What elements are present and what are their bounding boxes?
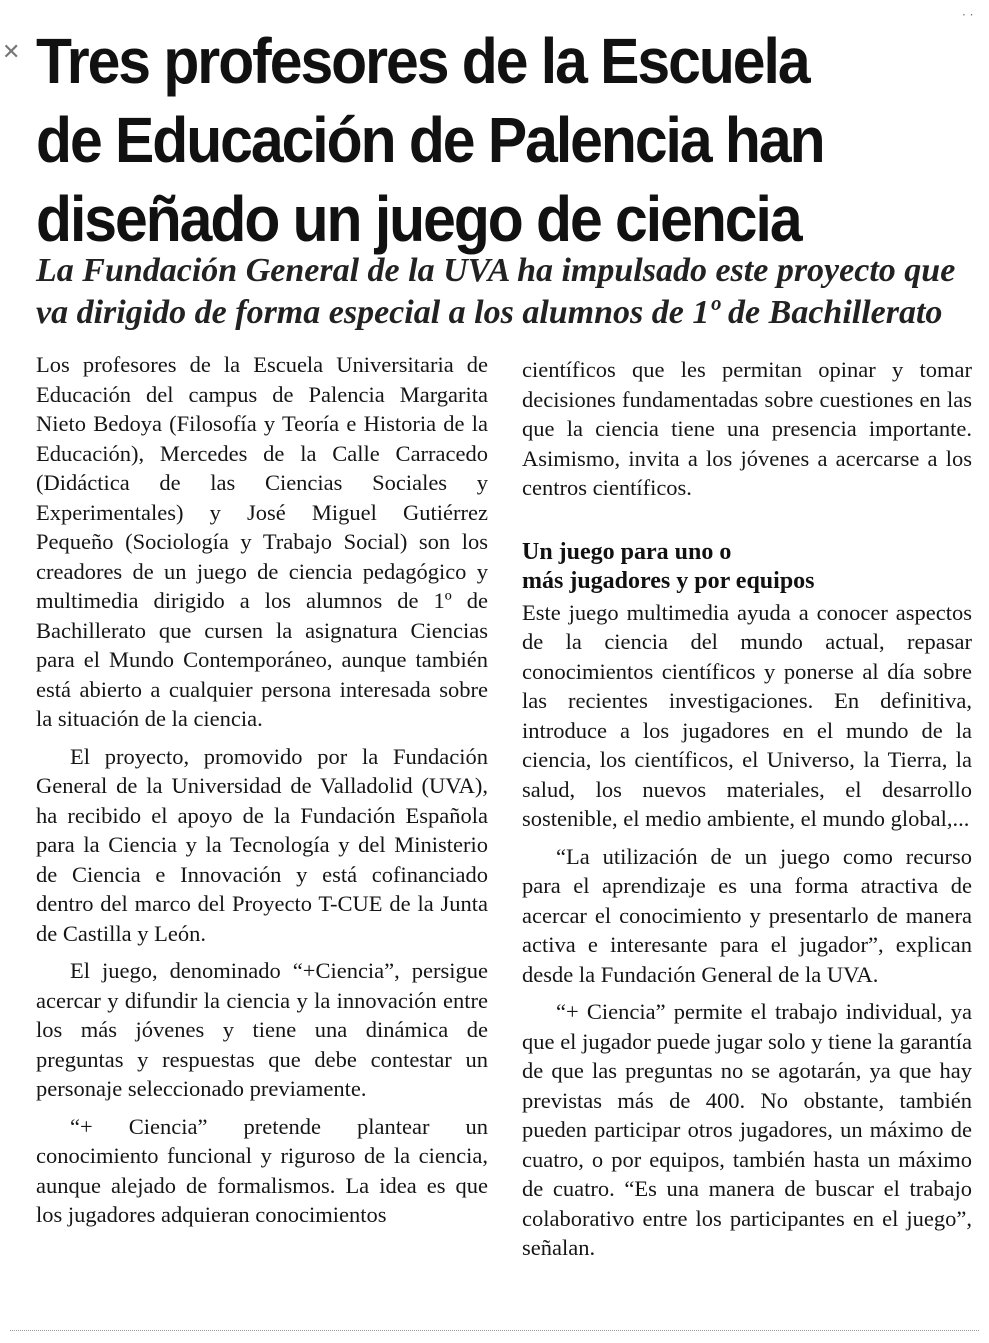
paragraph-1: Los profesores de la Escuela Universitaria de Educación del campus de Palencia Margarita Nieto Bedoya (Filosofía y Teoría e Historia de la Educación), Mercedes de la Calle Carracedo (Didáctica de las Ciencias Sociales y Experimentales) y José Miguel Gutiérrez Pequeño (Sociología y Trabajo Social) son los creadores de un juego de ciencia pedagógico y multimedia dirigido a los alumnos de 1º de Bachillerato que cursen la asignatura Ciencias para el Mundo Contemporáneo, aunque también está abierto a cualquier persona interesada sobre la situación de la ciencia. (36, 352, 488, 731)
subhead-line-2: más jugadores y por equipos (522, 567, 815, 594)
subhead-line-1: Un juego para uno o (522, 538, 732, 565)
headline (36, 22, 892, 259)
deck (36, 250, 976, 334)
headline-line-3: diseñado un juego de ciencia (36, 183, 801, 255)
headline-line-2: de Educación de Palencia han (36, 104, 824, 176)
section-subhead (522, 538, 972, 596)
scan-mark-top-left: ✕ (2, 40, 21, 65)
column-right (522, 355, 972, 1263)
paragraph-6: “La utilización de un juego como recurso para el aprendizaje es una forma atractiva de acercar el conocimiento y presentarlo de manera activa e interesante para el jugador”, explican desde la Fundación General de la UVA. (522, 843, 972, 987)
scan-mark-top-right: · · (962, 8, 974, 22)
paragraph-continued: científicos que les permitan opinar y tomar decisiones fundamentadas sobre cuestiones en las que la ciencia tiene una presencia importante. Asimismo, invita a los jóvenes a acercarse a los centros científicos. (522, 357, 972, 500)
column-left (36, 350, 488, 1230)
bottom-rule (10, 1330, 979, 1331)
paragraph-7: “+ Ciencia” permite el trabajo individual, ya que el jugador puede jugar solo y tiene la garantía de que las preguntas no se agotarán, ya que hay previstas más de 400. No obstante, también pueden participar otros jugadores, un máximo de cuatro, o por equipos, también hasta un máximo de cuatro. “Es una manera de buscar el trabajo colaborativo entre los participantes en el juego”, señalan. (522, 999, 972, 1260)
headline-line-1: Tres profesores de la Escuela (36, 25, 809, 97)
deck-line-2: va dirigido de forma especial a los alumnos de 1º de Bachillerato (36, 294, 943, 331)
paragraph-3: El juego, denominado “+Ciencia”, persigue acercar y difundir la ciencia y la innovación entre los más jóvenes y tiene una dinámica de preguntas y respuestas que debe contestar un personaje seleccionado previamente. (36, 958, 488, 1101)
paragraph-4: “+ Ciencia” pretende plantear un conocimiento funcional y riguroso de la ciencia, aunque alejado de formalismos. La idea es que los jugadores adquieran conocimientos (36, 1113, 488, 1227)
paragraph-5: Este juego multimedia ayuda a conocer aspectos de la ciencia del mundo actual, repasar conocimientos científicos y ponerse al día sobre las recientes investigaciones. En definitiva, introduce a los jugadores en el mundo de la ciencia, los científicos, el Universo, la Tierra, la salud, los nuevos materiales, el desarrollo sostenible, el medio ambiente, el mundo global,... (522, 599, 972, 831)
deck-line-1: La Fundación General de la UVA ha impulsado este proyecto que (36, 252, 956, 289)
paragraph-2: El proyecto, promovido por la Fundación General de la Universidad de Valladolid (UVA), ha recibido el apoyo de la Fundación Española para la Ciencia y la Tecnología y del Ministerio de Ciencia e Innovación y está cofinanciado dentro del marco del Proyecto T-CUE de la Junta de Castilla y León. (36, 743, 488, 946)
